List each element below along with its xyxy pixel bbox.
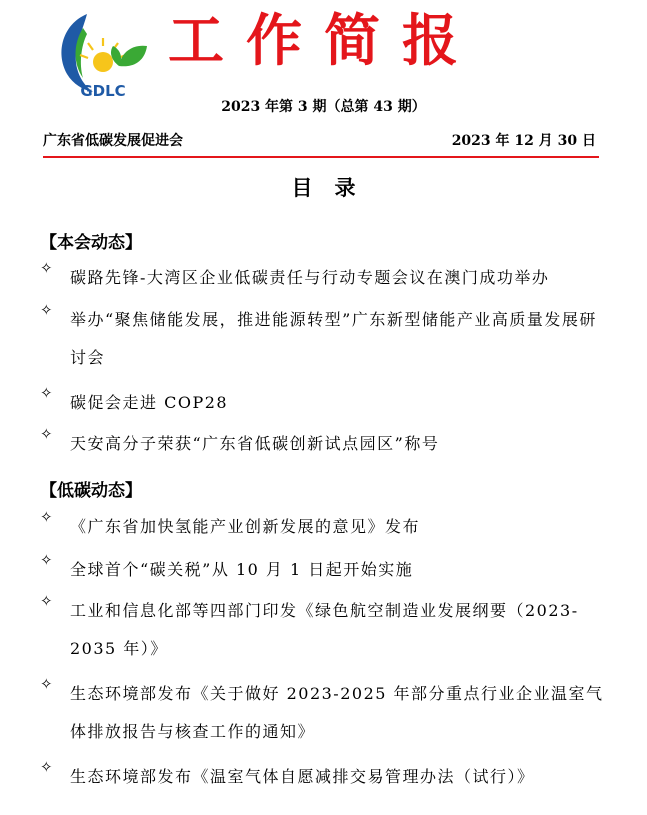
diamond-star-icon: ✧: [40, 592, 53, 610]
toc-item: [40, 592, 605, 668]
diamond-star-icon: ✧: [40, 758, 53, 776]
toc-item: [40, 384, 605, 422]
gdlc-logo: [53, 8, 157, 104]
leaf-icon: [111, 46, 147, 67]
toc-item-text: 《广东省加快氢能产业创新发展的意见》发布: [70, 517, 421, 536]
toc-item-text: 举办“聚焦储能发展，推进能源转型”广东新型储能产业高质量发展研讨会: [70, 310, 597, 367]
toc-item-text: 生态环境部发布《关于做好 2023-2025 年部分重点行业企业温室气体排放报告与核查工作的通知》: [70, 684, 604, 741]
toc-item: [40, 675, 605, 751]
toc-item-text: 碳路先锋-大湾区企业低碳责任与行动专题会议在澳门成功举办: [70, 268, 550, 287]
header-divider: [43, 156, 599, 158]
toc-item-text: 碳促会走进 COP28: [70, 393, 229, 412]
toc-item: [40, 301, 605, 377]
section-heading-low-carbon-news: 【低碳动态】: [40, 481, 142, 501]
toc-item: [40, 758, 605, 796]
logo-text: GDLC: [80, 82, 126, 100]
diamond-star-icon: ✧: [40, 425, 53, 443]
toc-item-text: 天安高分子荣获“广东省低碳创新试点园区”称号: [70, 434, 440, 453]
toc-item-text: 全球首个“碳关税”从 10 月 1 日起开始实施: [70, 560, 414, 579]
section-heading-association-news: 【本会动态】: [40, 233, 142, 253]
toc-item: [40, 425, 605, 463]
diamond-star-icon: ✧: [40, 508, 53, 526]
organization-name: 广东省低碳发展促进会: [43, 133, 183, 149]
diamond-star-icon: ✧: [40, 259, 53, 277]
diamond-star-icon: ✧: [40, 675, 53, 693]
toc-item-text: 工业和信息化部等四部门印发《绿色航空制造业发展纲要（2023-2035 年）》: [70, 601, 579, 658]
diamond-star-icon: ✧: [40, 384, 53, 402]
toc-item: [40, 259, 605, 297]
diamond-star-icon: ✧: [40, 551, 53, 569]
masthead-title: 工作简报: [168, 8, 480, 74]
toc-title: 目录: [291, 175, 378, 200]
diamond-star-icon: ✧: [40, 301, 53, 319]
publish-date: 2023 年 12 月 30 日: [451, 133, 596, 149]
toc-item: [40, 508, 605, 546]
issue-number: 2023 年第 3 期（总第 43 期）: [221, 99, 426, 115]
toc-item: [40, 551, 605, 589]
toc-item-text: 生态环境部发布《温室气体自愿减排交易管理办法（试行）》: [70, 767, 535, 786]
